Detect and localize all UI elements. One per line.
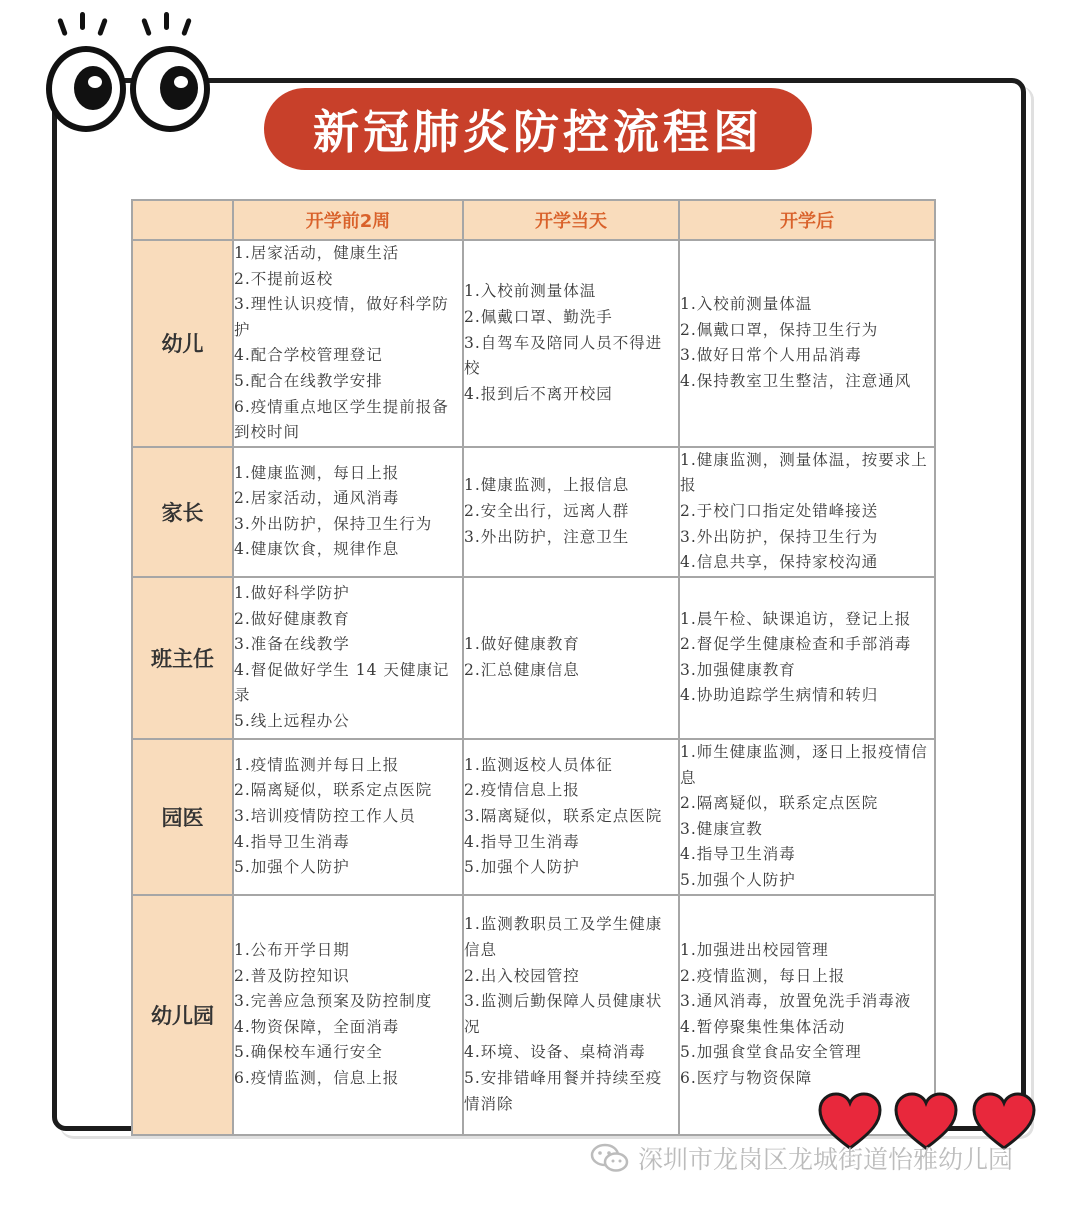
list-item: 5.线上远程办公 — [234, 711, 350, 730]
watermark — [590, 1140, 1013, 1176]
table-row — [132, 240, 935, 447]
list-item: 2.安全出行，远离人群 — [464, 501, 630, 520]
table-cell — [233, 240, 463, 447]
item-list — [464, 632, 678, 683]
list-item: 1.公布开学日期 — [234, 940, 350, 959]
right-eye-icon — [130, 46, 210, 132]
list-item: 4.物资保障，全面消毒 — [234, 1017, 400, 1036]
item-list — [234, 938, 462, 1092]
list-item: 2.疫情监测，每日上报 — [680, 966, 846, 985]
list-item: 4.指导卫生消毒 — [680, 845, 796, 864]
list-item: 2.佩戴口罩，保持卫生行为 — [680, 320, 879, 339]
table-cell — [463, 447, 679, 577]
list-item: 3.培训疫情防控工作人员 — [234, 806, 416, 825]
table-cell — [679, 447, 935, 577]
wechat-icon — [590, 1143, 630, 1173]
table-cell — [233, 447, 463, 577]
list-item: 2.于校门口指定处错峰接送 — [680, 501, 879, 520]
list-item: 4.信息共享，保持家校沟通 — [680, 553, 879, 572]
list-item: 5.加强食堂食品安全管理 — [680, 1043, 862, 1062]
list-item: 1.师生健康监测，逐日上报疫情信息 — [680, 742, 928, 787]
list-item: 5.加强个人防护 — [234, 858, 350, 877]
table-cell — [233, 739, 463, 895]
list-item: 2.做好健康教育 — [234, 609, 350, 628]
list-item: 3.外出防护，注意卫生 — [464, 527, 630, 546]
list-item: 2.隔离疑似，联系定点医院 — [234, 781, 433, 800]
row-role-label: 幼儿 — [132, 240, 233, 447]
list-item: 3.加强健康教育 — [680, 660, 796, 679]
list-item: 1.晨午检、缺课追访，登记上报 — [680, 609, 912, 628]
table-cell — [463, 577, 679, 739]
table-cell — [233, 895, 463, 1135]
row-role-label: 家长 — [132, 447, 233, 577]
item-list — [464, 473, 678, 550]
item-list — [464, 912, 678, 1117]
row-role-label: 幼儿园 — [132, 895, 233, 1135]
table-cell — [463, 240, 679, 447]
list-item: 1.监测返校人员体征 — [464, 755, 613, 774]
list-item: 3.外出防护，保持卫生行为 — [234, 514, 433, 533]
left-eye-icon — [46, 46, 126, 132]
list-item: 3.完善应急预案及防控制度 — [234, 992, 433, 1011]
list-item: 5.加强个人防护 — [680, 870, 796, 889]
list-item: 4.督促做好学生 14 天健康记录 — [234, 660, 450, 705]
list-item: 3.做好日常个人用品消毒 — [680, 346, 862, 365]
list-item: 5.配合在线教学安排 — [234, 371, 383, 390]
table-row — [132, 577, 935, 739]
table-cell — [463, 895, 679, 1135]
prevention-table — [131, 199, 936, 1136]
table-row — [132, 739, 935, 895]
item-list — [234, 461, 462, 563]
list-item: 1.入校前测量体温 — [464, 282, 597, 301]
watermark-text: 深圳市龙岗区龙城街道怡雅幼儿园 — [638, 1145, 1014, 1174]
list-item: 1.健康监测，每日上报 — [234, 463, 400, 482]
list-item: 4.指导卫生消毒 — [464, 832, 580, 851]
header-before-school: 开学前2周 — [233, 200, 463, 240]
list-item: 4.健康饮食，规律作息 — [234, 540, 400, 559]
list-item: 4.协助追踪学生病情和转归 — [680, 686, 879, 705]
list-item: 4.暂停聚集性集体活动 — [680, 1017, 846, 1036]
row-role-label: 班主任 — [132, 577, 233, 739]
list-item: 4.环境、设备、桌椅消毒 — [464, 1043, 646, 1062]
list-item: 3.理性认识疫情，做好科学防护 — [234, 295, 449, 339]
list-item: 2.居家活动，通风消毒 — [234, 489, 400, 508]
list-item: 2.出入校园管控 — [464, 966, 580, 985]
list-item: 4.报到后不离开校园 — [464, 384, 613, 403]
list-item: 6.疫情监测，信息上报 — [234, 1068, 400, 1087]
item-list — [680, 938, 934, 1092]
item-list — [464, 753, 678, 881]
header-corner — [132, 200, 233, 240]
list-item: 6.疫情重点地区学生提前报备到校时间 — [234, 397, 449, 442]
list-item: 1.入校前测量体温 — [680, 295, 813, 314]
list-item: 4.配合学校管理登记 — [234, 346, 383, 365]
item-list — [464, 279, 678, 407]
table-cell — [463, 739, 679, 895]
list-item: 1.加强进出校园管理 — [680, 940, 829, 959]
row-role-label: 园医 — [132, 739, 233, 895]
table-row — [132, 895, 935, 1135]
list-item: 2.汇总健康信息 — [464, 660, 580, 679]
header-first-day: 开学当天 — [463, 200, 679, 240]
list-item: 1.居家活动，健康生活 — [234, 244, 400, 262]
list-item: 1.疫情监测并每日上报 — [234, 755, 400, 774]
list-item: 2.普及防控知识 — [234, 966, 350, 985]
list-item: 5.安排错峰用餐并持续至疫情消除 — [464, 1068, 663, 1113]
list-item: 2.督促学生健康检查和手部消毒 — [680, 635, 912, 654]
list-item: 1.做好健康教育 — [464, 635, 580, 654]
cartoon-eyes-icon — [18, 10, 228, 140]
table-cell — [679, 240, 935, 447]
item-list — [680, 448, 934, 576]
list-item: 4.指导卫生消毒 — [234, 832, 350, 851]
list-item: 3.隔离疑似，联系定点医院 — [464, 806, 663, 825]
list-item: 5.确保校车通行安全 — [234, 1043, 383, 1062]
list-item: 3.外出防护，保持卫生行为 — [680, 527, 879, 546]
list-item: 5.加强个人防护 — [464, 858, 580, 877]
item-list — [680, 292, 934, 394]
list-item: 1.健康监测，测量体温，按要求上报 — [680, 450, 928, 495]
item-list — [680, 740, 934, 894]
list-item: 2.隔离疑似，联系定点医院 — [680, 794, 879, 813]
list-item: 3.通风消毒，放置免洗手消毒液 — [680, 992, 912, 1011]
list-item: 1.健康监测，上报信息 — [464, 476, 630, 495]
list-item: 2.不提前返校 — [234, 269, 334, 288]
list-item: 4.保持教室卫生整洁，注意通风 — [680, 371, 912, 390]
table-header-row — [132, 200, 935, 240]
list-item: 3.健康宣教 — [680, 819, 763, 838]
item-list — [234, 581, 462, 735]
table-cell — [233, 577, 463, 739]
list-item: 3.监测后勤保障人员健康状况 — [464, 992, 663, 1036]
item-list — [234, 753, 462, 881]
list-item: 3.准备在线教学 — [234, 635, 350, 654]
header-after-school: 开学后 — [679, 200, 935, 240]
table-cell — [679, 577, 935, 739]
page-title: 新冠肺炎防控流程图 — [264, 88, 812, 170]
list-item: 1.监测教职员工及学生健康信息 — [464, 915, 663, 959]
list-item: 2.佩戴口罩、勤洗手 — [464, 307, 613, 326]
table-row — [132, 447, 935, 577]
list-item: 3.自驾车及陪同人员不得进校 — [464, 333, 663, 378]
list-item: 6.医疗与物资保障 — [680, 1068, 813, 1087]
list-item: 1.做好科学防护 — [234, 583, 350, 602]
item-list — [234, 241, 462, 446]
table-cell — [679, 739, 935, 895]
item-list — [680, 607, 934, 709]
list-item: 2.疫情信息上报 — [464, 781, 580, 800]
